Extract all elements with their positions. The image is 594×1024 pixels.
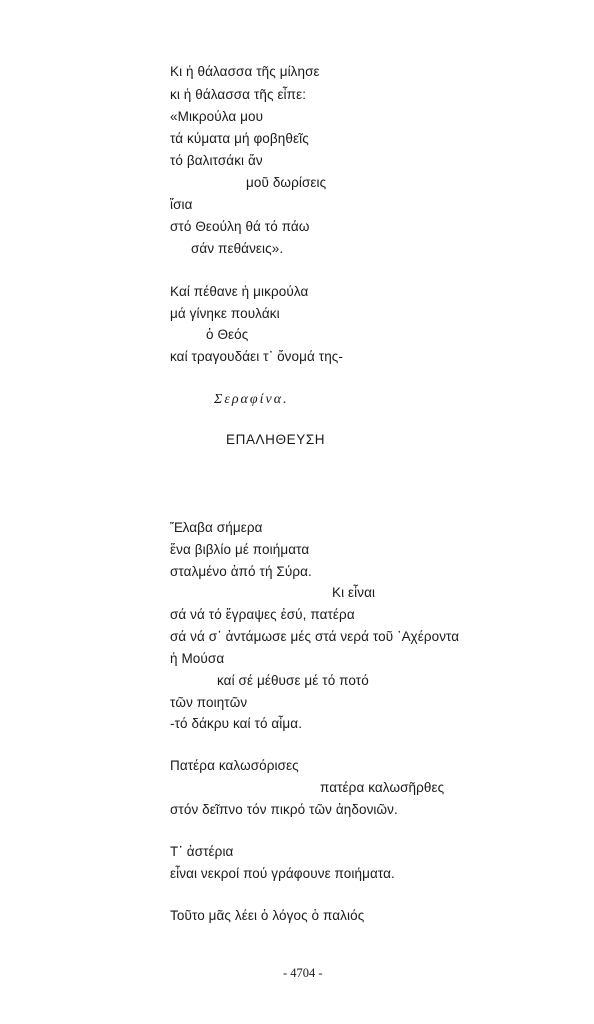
poem-line: εἶναι νεκροί πού γράφουνε ποιήματα. (170, 866, 395, 881)
poem-line: Καί πέθανε ἡ μικρούλα (170, 284, 309, 299)
poem-line: -τό δάκρυ καί τό αἷμα. (170, 716, 303, 731)
poem-line: τά κύματα μή φοβηθεῖς (170, 131, 309, 146)
poem-line: καί τραγουδάει τ᾿ ὄνομά της- (170, 349, 344, 364)
poem-line: Τ᾿ ἀστέρια (170, 844, 234, 859)
poem-line: Ἔλαβα σήμερα (170, 520, 263, 535)
poem-line: τῶν ποιητῶν (170, 695, 248, 710)
poem-line: σά νά σ᾿ ἀντάμωσε μές στά νερά τοῦ ᾿Αχέροντα (170, 629, 460, 644)
poem-line: Πατέρα καλωσόρισες (170, 758, 299, 773)
section-title: ΕΠΑΛΗΘΕΥΣΗ (226, 432, 326, 447)
poem-line: μοῦ δωρίσεις (246, 175, 327, 190)
poem-line: καί σέ μέθυσε μέ τό ποτό (217, 673, 369, 688)
poem-line: ἕνα βιβλίο μέ ποιήματα (170, 542, 310, 557)
poem-line: μά γίνηκε πουλάκι (170, 306, 280, 321)
poem-line: σάν πεθάνεις». (191, 241, 284, 256)
poem-line: Κι εἶναι (332, 585, 376, 600)
poem-signature: Σεραφίνα. (214, 392, 289, 407)
poem-line: σταλμένο ἀπό τή Σύρα. (170, 564, 312, 579)
poem-line: Τοῦτο μᾶς λέει ὁ λόγος ὁ παλιός (170, 908, 365, 923)
poem-line: σά νά τό ἔγραψες ἐσύ, πατέρα (170, 607, 355, 622)
poem-line: ἴσια (170, 197, 193, 212)
poem-line: Κι ἡ θάλασσα τῆς μίλησε (170, 64, 320, 79)
poem-line: ὁ Θεός (206, 327, 249, 342)
poem-line: ἡ Μούσα (170, 651, 225, 666)
poem-line: κι ἡ θάλασσα τῆς εἶπε: (170, 87, 307, 102)
poem-line: στό Θεούλη θά τό πάω (170, 219, 310, 234)
poem-line: τό βαλιτσάκι ἄν (170, 153, 263, 168)
poem-line: «Μικρούλα μου (170, 109, 264, 124)
page-number: - 4704 - (283, 966, 323, 980)
poem-line: πατέρα καλωσῆρθες (320, 780, 445, 795)
poem-line: στόν δεῖπνο τόν πικρό τῶν ἀηδονιῶν. (170, 802, 398, 817)
